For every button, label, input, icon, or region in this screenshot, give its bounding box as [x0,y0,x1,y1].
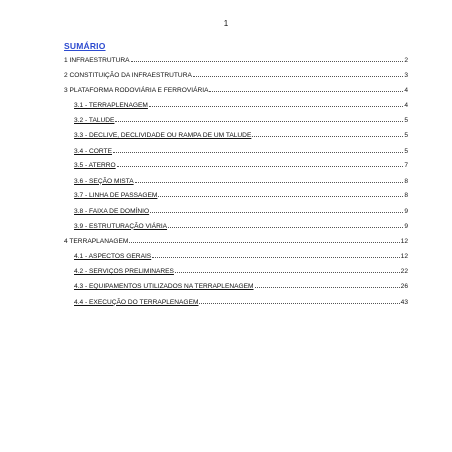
toc-entry-text: 4 TERRAPLANAGEM [64,238,129,246]
toc-entry-page: 4 [404,87,408,95]
dot-leader [150,207,403,213]
toc-entry-page: 8 [404,177,408,185]
toc-entry-page: 8 [404,192,408,200]
dot-leader [131,56,404,62]
toc-entry-text: 2 CONSTITUIÇÃO DA INFRAESTRUTURA [64,71,192,79]
dot-leader [152,252,399,258]
dot-leader [175,267,400,273]
toc-entry[interactable] [64,207,408,216]
dot-leader [209,86,403,92]
toc-entry-text: 4.3 - EQUIPAMENTOS UTILIZADOS NA TERRAPLENAGEM [74,282,254,290]
toc-entry[interactable] [64,131,408,140]
toc-entry-page: 12 [400,252,408,260]
toc-entry-text: 3.5 - ATERRO [74,162,116,170]
toc-entry-page: 9 [404,222,408,230]
toc-entry-text: 4.1 - ASPECTOS GERAIS [74,252,152,260]
toc-entry-text: 4.2 - SERVIÇOS PRELIMINARES [74,268,174,276]
dot-leader [113,147,403,153]
dot-leader [135,177,404,183]
toc-entry[interactable] [64,222,408,231]
toc-entry-text: 3.8 - FAIXA DE DOMÍNIO [74,207,150,215]
toc-entry[interactable] [64,267,408,276]
toc-entry-page: 4 [404,101,408,109]
toc-entry[interactable] [64,191,408,200]
toc-entry-page: 5 [404,131,408,139]
toc-entry[interactable] [64,177,408,186]
toc-entry-page: 9 [404,207,408,215]
dot-leader [149,101,403,107]
toc-entry-page: 5 [404,147,408,155]
toc-entry[interactable] [64,282,408,291]
toc-entry[interactable] [64,147,408,156]
toc-entry-page: 7 [404,162,408,170]
toc-entry-text: 3.2 - TALUDE [74,117,115,125]
toc-entry-page: 26 [400,282,408,290]
toc-entry[interactable] [64,86,408,95]
toc-entry-text: 1 INFRAESTRUTURA [64,57,130,64]
toc-entry-text: 4.4 - EXECUÇÃO DO TERRAPLENAGEM [74,298,199,306]
toc-entry-text: 3.4 - CORTE [74,147,112,155]
toc-entry-text: 3 PLATAFORMA RODOVIÁRIA E FERROVIÁRIA [64,87,209,95]
toc-entry[interactable] [64,161,408,170]
toc-entry[interactable] [64,252,408,261]
toc-entry[interactable] [64,101,408,110]
table-of-contents [64,56,408,306]
dot-leader [158,191,403,197]
toc-entry-page: 2 [404,57,408,64]
toc-entry[interactable] [64,71,408,80]
dot-leader [115,116,403,122]
toc-entry[interactable] [64,56,408,65]
dot-leader [193,71,403,77]
page-number: 1 [223,19,229,28]
toc-entry[interactable] [64,298,408,307]
toc-entry-text: 3.1 - TERRAPLENAGEM [74,101,148,109]
toc-entry-page: 5 [404,117,408,125]
toc-entry-text: 3.7 - LINHA DE PASSAGEM [74,192,158,200]
dot-leader [255,282,400,288]
toc-entry-page: 22 [400,268,408,276]
dot-leader [168,222,403,228]
dot-leader [129,237,399,243]
toc-entry-page: 12 [400,238,408,246]
toc-entry-text: 3.3 - DECLIVE, DECLIVIDADE OU RAMPA DE UM TALUDE [74,131,252,139]
toc-entry-page: 43 [400,298,408,306]
toc-entry-text: 3.9 - ESTRUTURAÇÃO VIÁRIA [74,222,168,230]
dot-leader [199,298,399,304]
dot-leader [252,131,403,137]
toc-entry[interactable] [64,237,408,246]
dot-leader [117,161,404,167]
toc-title: SUMÁRIO [64,41,106,51]
toc-entry-page: 3 [404,71,408,79]
toc-entry-text: 3.6 - SEÇÃO MISTA [74,177,134,185]
toc-entry[interactable] [64,116,408,125]
